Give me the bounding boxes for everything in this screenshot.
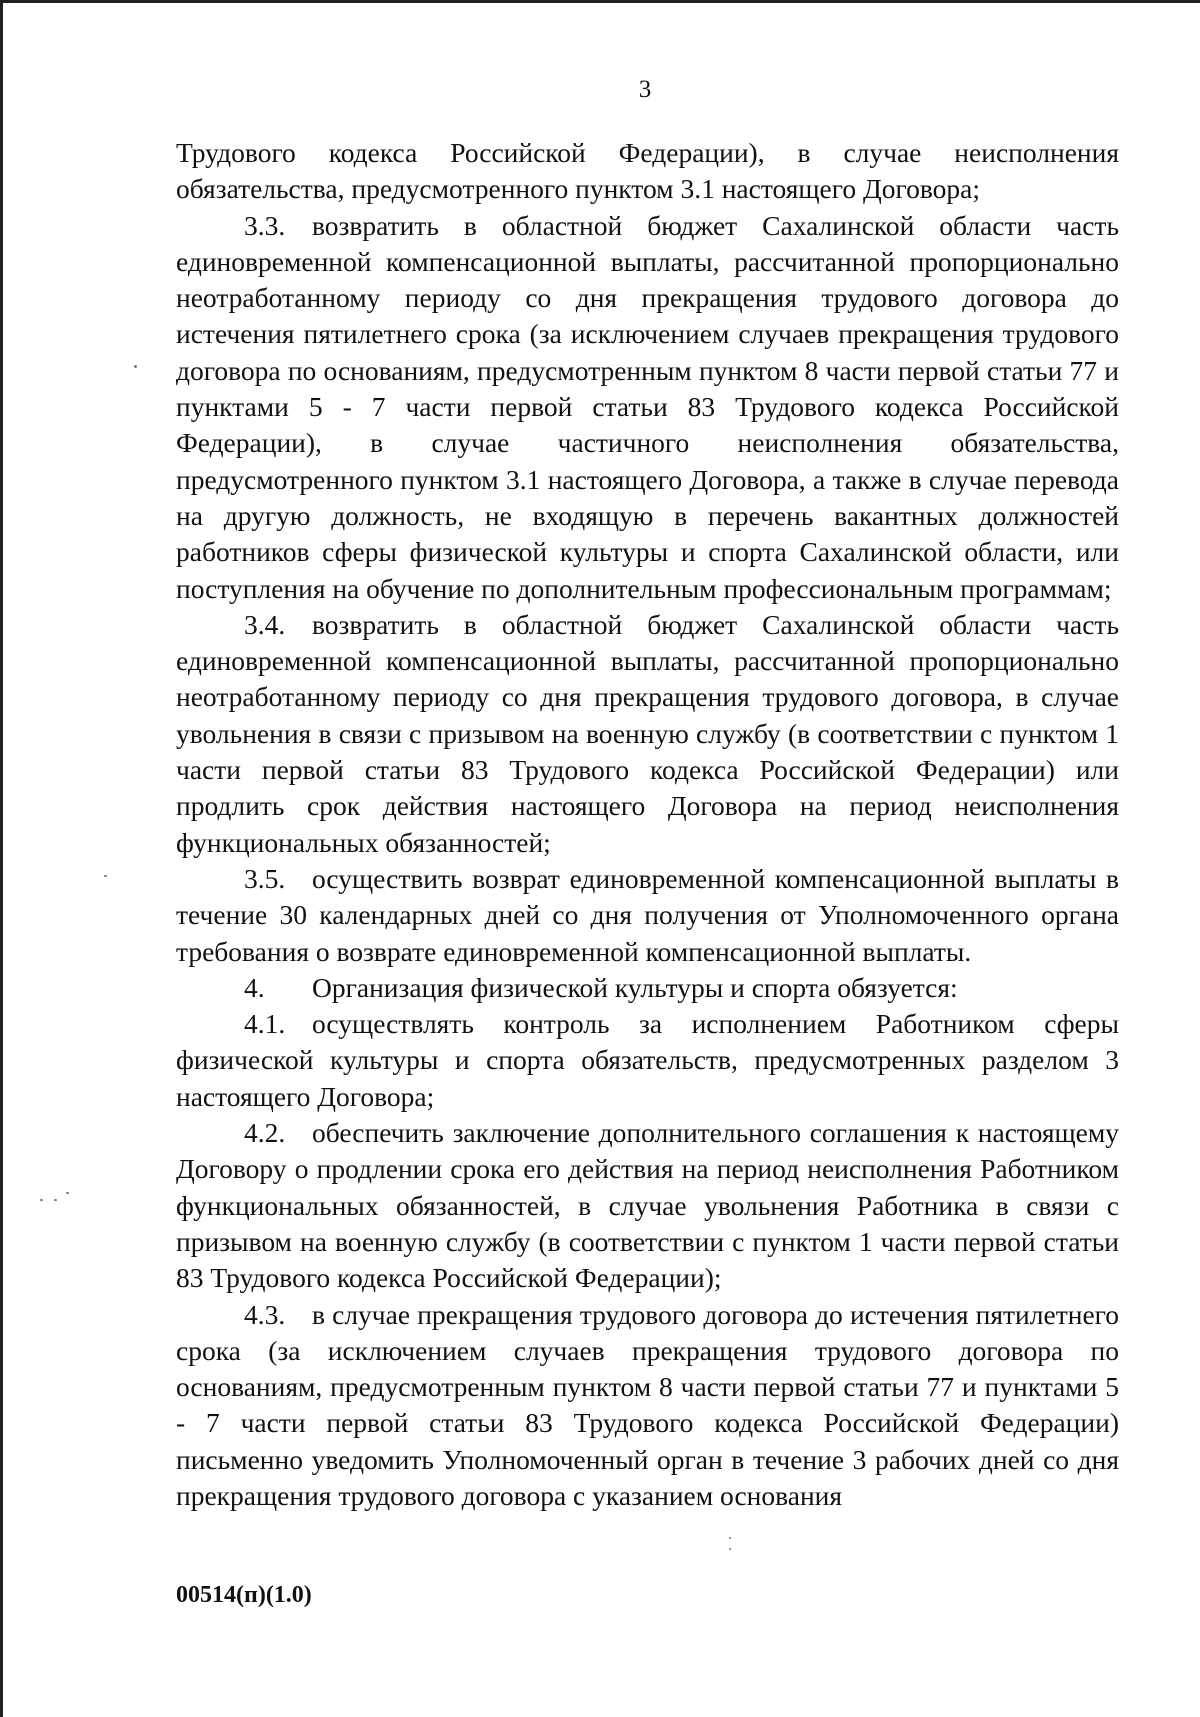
scan-speck xyxy=(66,1192,69,1194)
paragraph-text: Трудового кодекса Российской Федерации), в случае неисполнения обязательства, предусмотренного пунктом 3.1 настоящего Договора; xyxy=(176,137,1119,205)
paragraph-number: 4.1. xyxy=(244,1008,286,1040)
scan-speck xyxy=(729,1537,731,1539)
paragraph-4 xyxy=(176,970,1119,1006)
paragraph-text: осуществлять контроль за исполнением Работником сферы физической культуры и спорта обязательств, предусмотренных разделом 3 настоящего Договора; xyxy=(176,1008,1119,1112)
paragraph-text: обеспечить заключение дополнительного соглашения к настоящему Договору о продлении срока его действия на период неисполнения Работником функциональных обязанностей, в случае увольнения Работника в связи с призывом на военную службу (в соответствии с пунктом 1 части первой статьи 83 Трудового кодекса Российской Федерации); xyxy=(176,1117,1119,1294)
paragraph-4-2 xyxy=(176,1115,1119,1296)
scan-speck xyxy=(729,1548,731,1550)
paragraph-text: Организация физической культуры и спорта обязуется: xyxy=(312,971,958,1003)
paragraph-number: 3.4. xyxy=(244,608,286,640)
paragraph-number: 4.3. xyxy=(244,1298,286,1330)
scan-speck xyxy=(40,1199,43,1201)
paragraph-text: возвратить в областной бюджет Сахалинской области часть единовременной компенсационной выплаты, рассчитанной пропорционально неотработанному периоду со дня прекращения трудового договора, в случае увольнения в связи с призывом на военную службу (в соответствии с пунктом 1 части первой статьи 83 Трудового кодекса Российской Федерации) или продлить срок действия настоящего Договора на период неисполнения функциональных обязанностей; xyxy=(176,608,1119,858)
paragraph-3-3 xyxy=(176,208,1119,607)
paragraph-number: 4. xyxy=(244,971,265,1003)
scan-speck xyxy=(54,1199,57,1201)
page-number: 3 xyxy=(638,76,652,103)
paragraph-4-3 xyxy=(176,1297,1119,1515)
paragraph-text: в случае прекращения трудового договора до истечения пятилетнего срока (за исключением случаев прекращения трудового договора по основаниям, предусмотренным пунктом 8 части первой статьи 77 и пунктами 5 - 7 части первой статьи 83 Трудового кодекса Российской Федерации) письменно уведомить Уполномоченный орган в течение 3 рабочих дней со дня прекращения трудового договора с указанием основания xyxy=(176,1298,1119,1511)
scan-speck xyxy=(104,875,107,877)
scan-speck xyxy=(134,365,137,368)
paragraph-number: 3.5. xyxy=(244,862,286,894)
paragraph-continuation xyxy=(176,135,1119,208)
paragraph-4-1 xyxy=(176,1006,1119,1115)
paragraph-3-4 xyxy=(176,607,1119,861)
document-body xyxy=(176,135,1119,1514)
paragraph-text: осуществить возврат единовременной компенсационной выплаты в течение 30 календарных дней со дня получения от Уполномоченного органа требования о возврате единовременной компенсационной выплаты. xyxy=(176,862,1119,967)
paragraph-number: 3.3. xyxy=(244,209,286,241)
paragraph-text: возвратить в областной бюджет Сахалинской области часть единовременной компенсационной выплаты, рассчитанной пропорционально неотработанному периоду со дня прекращения трудового договора до истечения пятилетнего срока (за исключением случаев прекращения трудового договора по основаниям, предусмотренным пунктом 8 части первой статьи 77 и пунктами 5 - 7 части первой статьи 83 Трудового кодекса Российской Федерации), в случае частичного неисполнения обязательства, предусмотренного пунктом 3.1 настоящего Договора, а также в случае перевода на другую должность, не входящую в перечень вакантных должностей работников сферы физической культуры и спорта Сахалинской области, или поступления на обучение по дополнительным профессиональным программам; xyxy=(176,209,1119,604)
paragraph-3-5 xyxy=(176,861,1119,970)
document-code: 00514(п)(1.0) xyxy=(176,1582,312,1608)
paragraph-number: 4.2. xyxy=(244,1117,286,1149)
